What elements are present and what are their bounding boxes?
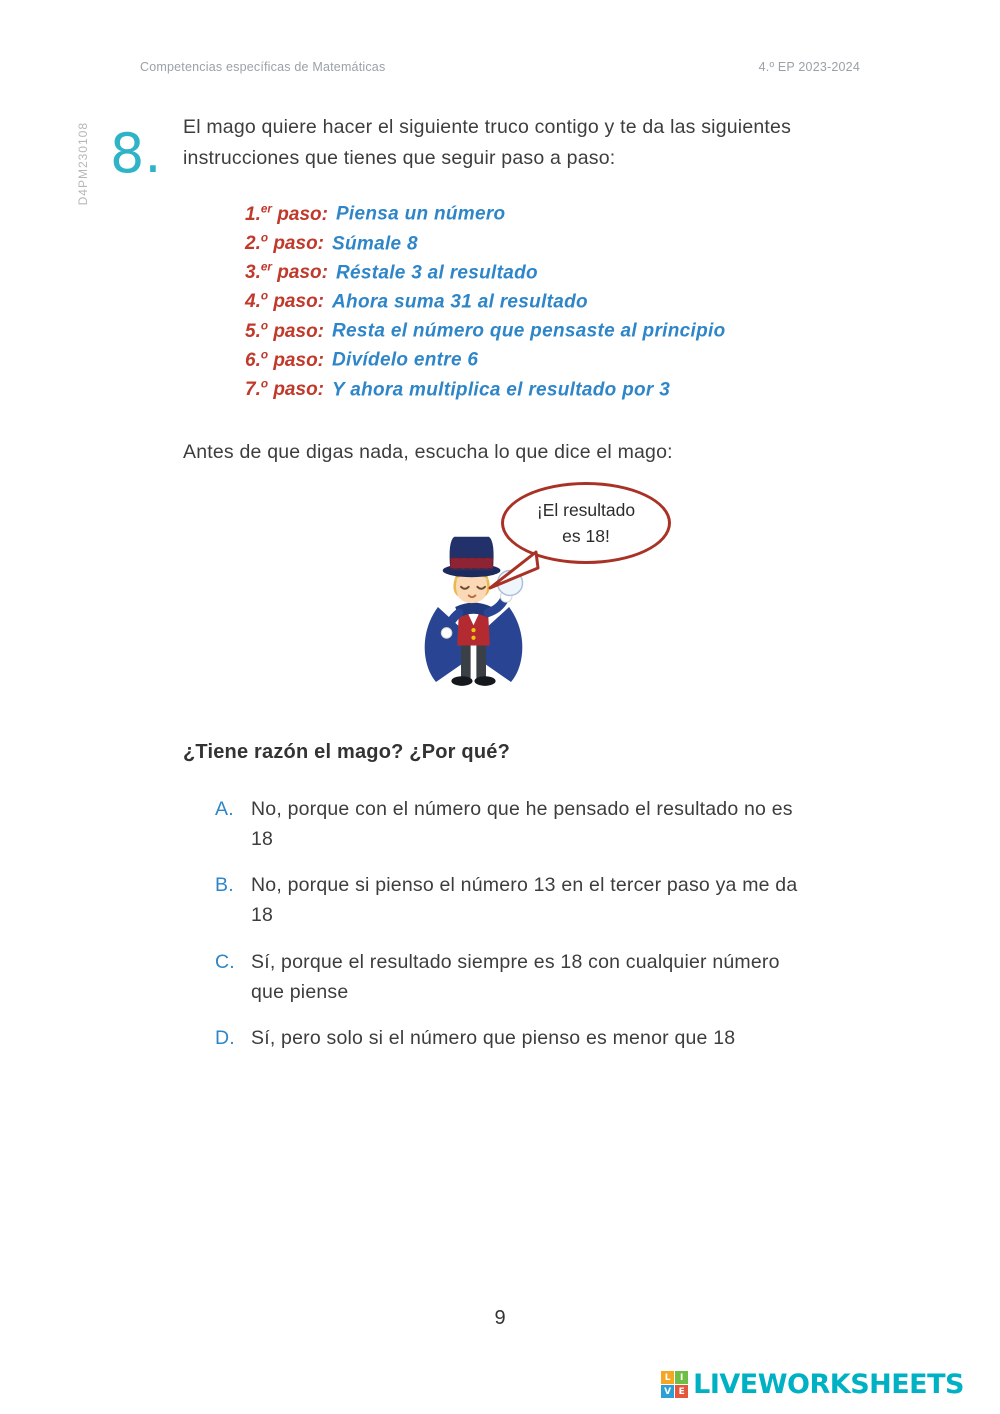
option-letter: A.	[215, 797, 234, 820]
header-course-year: 4.º EP 2023-2024	[758, 60, 860, 74]
answer-option-a[interactable]	[183, 794, 883, 854]
step-text: Resta el número que pensaste al principio	[332, 320, 726, 342]
option-letter: D.	[215, 1027, 235, 1050]
liveworksheets-logo[interactable]	[661, 1369, 964, 1400]
steps-list	[245, 200, 883, 404]
option-text: No, porque si pienso el número 13 en el tercer paso ya me da 18	[251, 874, 798, 927]
step-text: Divídelo entre 6	[332, 349, 479, 371]
step-label: 7.$^o$ paso:	[245, 377, 325, 400]
option-text: No, porque con el número que he pensado el resultado no es 18	[251, 797, 793, 851]
logo-cell-v: V	[661, 1385, 674, 1398]
option-text: Sí, porque el resultado siempre es 18 con cualquier número que piense	[251, 950, 780, 1003]
step-label: 2.$^o$ paso:	[245, 231, 325, 254]
step-item	[245, 317, 883, 346]
option-letter: C.	[215, 950, 235, 973]
brand-name: LIVEWORKSHEETS	[693, 1369, 964, 1400]
step-text: Súmale 8	[332, 232, 418, 254]
step-label: 3.$^{er}$ paso:	[245, 260, 328, 284]
step-label: 1.$^{er}$ paso:	[245, 202, 328, 225]
step-text: Réstale 3 al resultado	[335, 262, 538, 284]
step-label: 5.$^o$ paso:	[245, 319, 325, 342]
answer-option-c[interactable]	[183, 947, 883, 1007]
magician-scene	[183, 472, 883, 717]
page-number: 9	[494, 1307, 506, 1329]
logo-cell-i: I	[675, 1371, 688, 1384]
question-content	[183, 112, 883, 1069]
step-item	[245, 259, 883, 288]
step-text: Ahora suma 31 al resultado	[332, 291, 588, 313]
step-item	[245, 288, 883, 317]
step-item	[245, 376, 883, 405]
logo-cell-l: L	[661, 1371, 674, 1384]
answer-option-b[interactable]	[183, 870, 883, 930]
liveworksheets-logo-grid	[661, 1371, 688, 1398]
option-letter: B.	[215, 874, 234, 897]
speech-bubble-line1: ¡El resultado	[536, 499, 636, 520]
question-intro: El mago quiere hacer el siguiente truco contigo y te da las siguientes instrucciones que tienes que seguir paso a paso:	[183, 116, 792, 170]
header-subject: Competencias específicas de Matemáticas	[140, 60, 386, 74]
step-label: 6.$^o$ paso:	[245, 348, 325, 371]
step-item	[245, 230, 883, 259]
speech-bubble-tail	[486, 548, 544, 594]
answer-option-d[interactable]	[183, 1023, 883, 1053]
step-item	[245, 346, 883, 375]
question-number: 8.	[110, 122, 162, 185]
speech-bubble-line2: es 18!	[562, 525, 610, 546]
listen-line: Antes de que digas nada, escucha lo que dice el mago:	[183, 440, 673, 463]
logo-cell-e: E	[675, 1385, 688, 1398]
step-text: Y ahora multiplica el resultado por 3	[332, 378, 671, 400]
step-label: 4.$^o$ paso:	[245, 289, 325, 313]
answer-options	[183, 794, 883, 1054]
question-prompt: ¿Tiene razón el mago? ¿Por qué?	[183, 740, 510, 763]
document-code: D4PM230108	[76, 122, 90, 206]
option-text: Sí, pero solo si el número que pienso es menor que 18	[251, 1027, 736, 1050]
step-text: Piensa un número	[335, 203, 506, 225]
step-item	[245, 200, 883, 229]
